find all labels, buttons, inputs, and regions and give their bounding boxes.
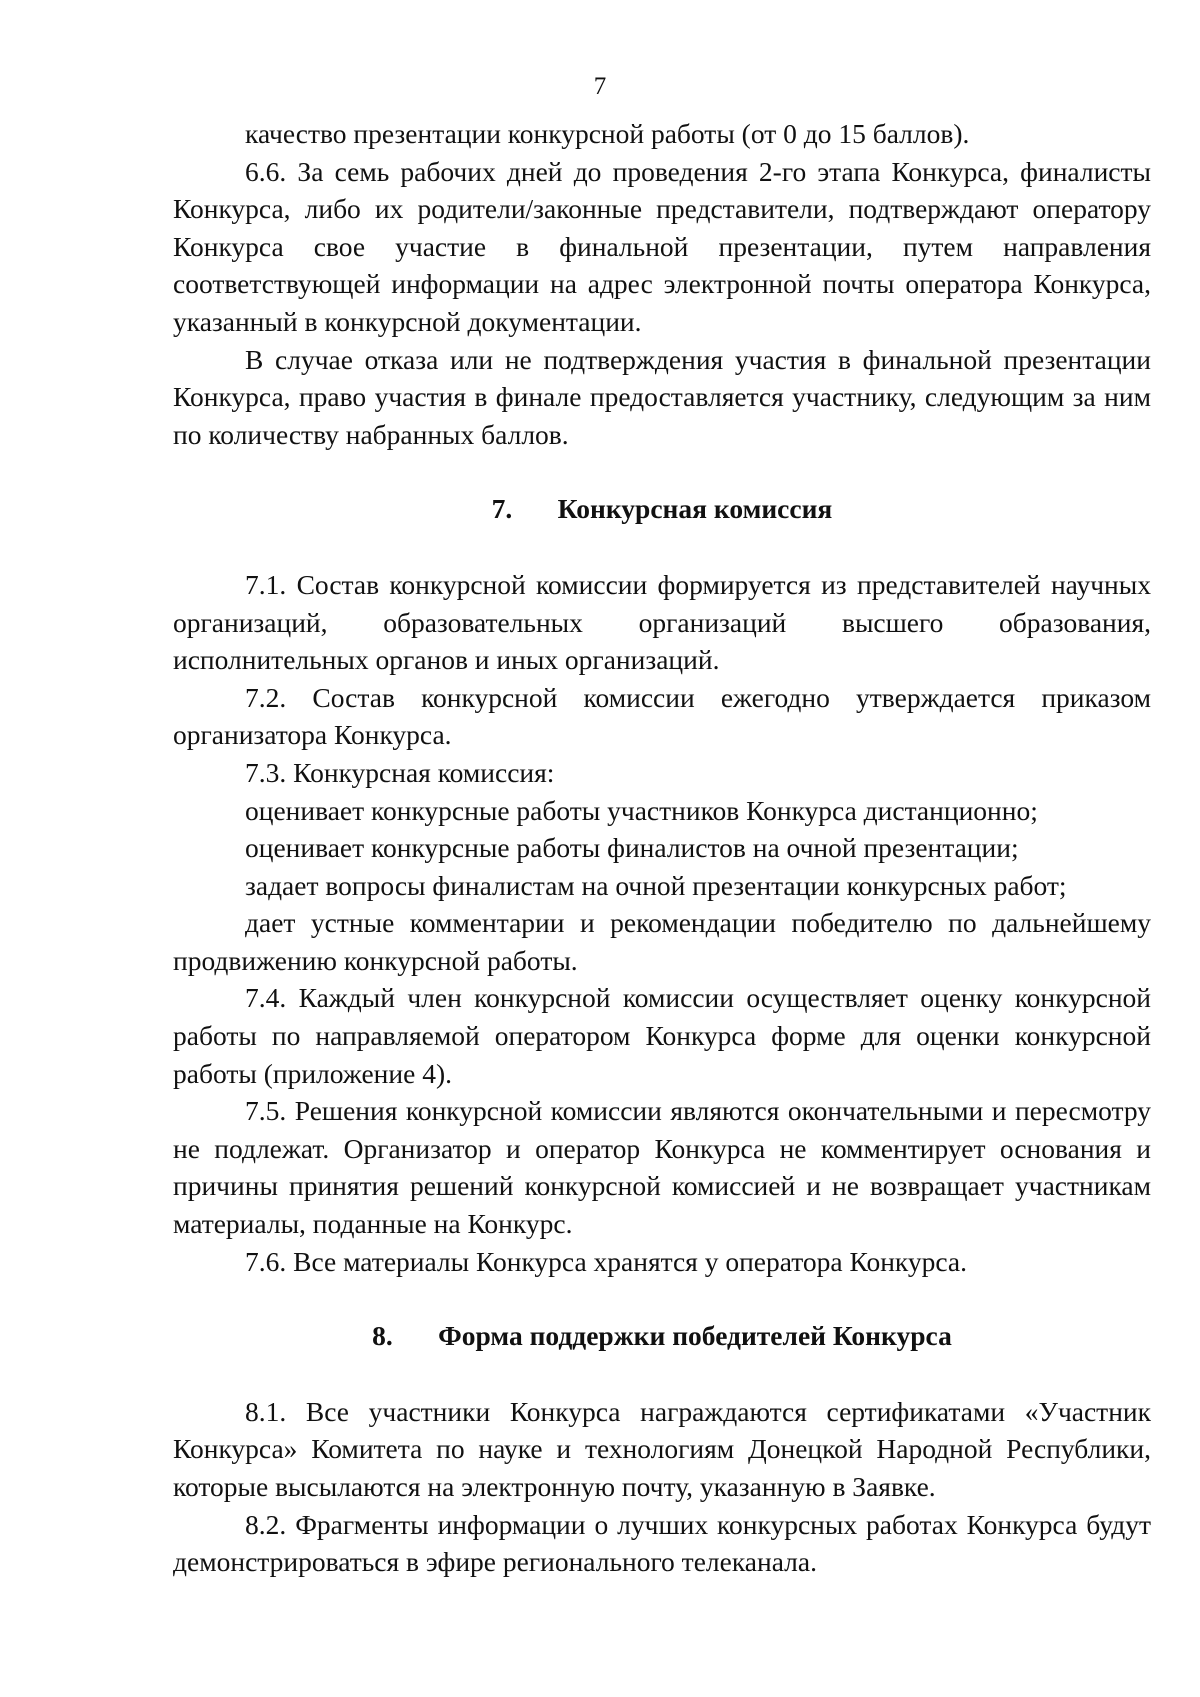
paragraph: 8.2. Фрагменты информации о лучших конкурсных работах Конкурса будут демонстрироваться в эфире регионального телеканала.: [173, 1508, 1151, 1578]
paragraph: 6.6. За семь рабочих дней до проведения 2-го этапа Конкурса, финалисты Конкурса, либо их родители/законные представители, подтверждают оператору Конкурса свое участие в финальной презентации, путем направления соответствующей информации на адрес электронной почты оператора Конкурса, указанный в конкурсной документации.: [173, 155, 1151, 337]
section-title: Конкурсная комиссия: [557, 493, 833, 525]
list-item: задает вопросы финалистам на очной презентации конкурсных работ;: [245, 869, 1067, 901]
section-number: 8.: [372, 1320, 393, 1352]
section-heading-8: [173, 1317, 1151, 1355]
paragraph: 8.1. Все участники Конкурса награждаются сертификатами «Участник Конкурса» Комитета по науке и технологиям Донецкой Народной Республики, которые высылаются на электронную почту, указанную в Заявке.: [173, 1395, 1151, 1502]
paragraph: 7.1. Состав конкурсной комиссии формируется из представителей научных организаций, образовательных организаций высшего образования, исполнительных органов и иных организаций.: [173, 568, 1151, 676]
paragraph: В случае отказа или не подтверждения участия в финальной презентации Конкурса, право участия в финале предоставляется участнику, следующим за ним по количеству набранных баллов.: [173, 343, 1151, 450]
list-item: оценивает конкурсные работы участников Конкурса дистанционно;: [245, 794, 1038, 826]
document-body: [173, 115, 1151, 1581]
paragraph: 7.3. Конкурсная комиссия:: [245, 756, 555, 788]
paragraph: 7.4. Каждый член конкурсной комиссии осуществляет оценку конкурсной работы по направляемой оператором Конкурса форме для оценки конкурсной работы (приложение 4).: [173, 982, 1151, 1089]
paragraph: 7.6. Все материалы Конкурса хранятся у оператора Конкурса.: [245, 1245, 968, 1277]
page-number: 7: [593, 73, 607, 100]
section-heading-7: [173, 490, 1151, 528]
paragraph: 7.2. Состав конкурсной комиссии ежегодно утверждается приказом организатора Конкурса.: [173, 681, 1151, 751]
section-number: 7.: [491, 493, 513, 525]
paragraph: 7.5. Решения конкурсной комиссии являются окончательными и пересмотру не подлежат. Организатор и оператор Конкурса не комментирует основания и причины принятия решений конкурсной комиссией и не возвращает участникам материалы, поданные на Конкурс.: [173, 1095, 1151, 1240]
list-item: дает устные комментарии и рекомендации победителю по дальнейшему продвижению конкурсной работы.: [173, 907, 1151, 976]
paragraph: качество презентации конкурсной работы (от 0 до 15 баллов).: [245, 118, 970, 149]
list-item: оценивает конкурсные работы финалистов на очной презентации;: [245, 832, 1019, 864]
section-title: Форма поддержки победителей Конкурса: [438, 1320, 952, 1352]
